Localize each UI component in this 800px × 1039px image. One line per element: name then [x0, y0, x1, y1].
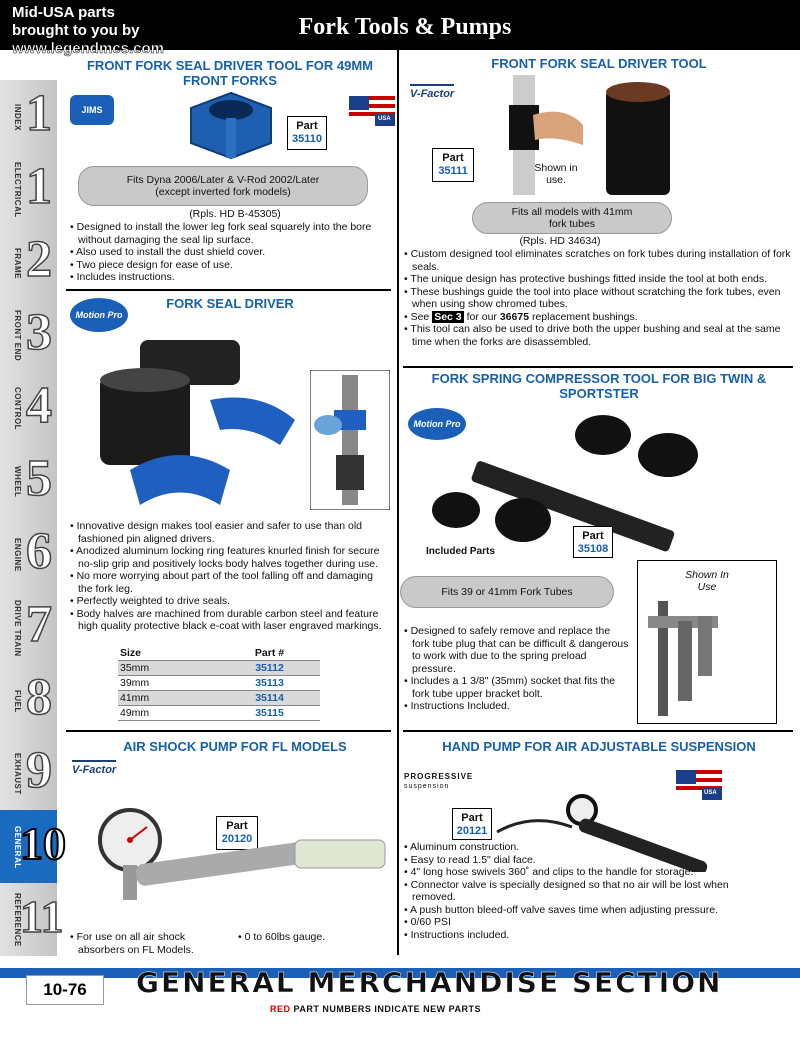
row-size: 39mm — [118, 676, 219, 691]
tab-label: INDEX — [13, 103, 22, 131]
see-mid: for our — [463, 310, 500, 323]
included-parts-label: Included Parts — [426, 546, 495, 557]
bullet: • Perfectly weighted to drive seals. — [70, 595, 231, 607]
row-size: 49mm — [118, 706, 219, 721]
watermark-line-2: brought to you by — [12, 22, 140, 39]
part-box-35108 — [573, 526, 613, 558]
tab-number: 2 — [26, 231, 52, 288]
bullet: • Aluminum construction. — [404, 841, 520, 853]
sidebar-tab-wheel[interactable] — [0, 445, 57, 519]
fitment-text: Fits 39 or 41mm Fork Tubes — [441, 586, 573, 598]
bullet: • Designed to safely remove and replace the fork tube plug that can be difficult & dangerous to work with due to the spring preload pressure. — [404, 625, 629, 675]
tab-label: CONTROL — [13, 387, 22, 431]
part-label: Part — [296, 120, 318, 132]
bullet — [404, 311, 794, 324]
bullet: • Custom designed tool eliminates scratches on fork tubes during installation of fork seals. — [404, 248, 791, 273]
footer — [0, 960, 800, 1039]
bullet-list — [70, 520, 390, 633]
part-label: Part — [582, 530, 604, 542]
sidebar-tab-index[interactable] — [0, 80, 57, 154]
table-row — [118, 706, 320, 721]
table-header — [118, 646, 320, 661]
section-link[interactable]: Sec 3 — [434, 310, 462, 323]
header-size: Size — [118, 646, 219, 661]
in-use-photo — [310, 370, 390, 510]
bullet: • Designed to install the lower leg fork seal squarely into the bore without damaging the seal lip surface. — [70, 221, 372, 246]
row-part[interactable]: 35114 — [219, 691, 320, 706]
motion-pro-logo: Motion Pro — [408, 408, 466, 440]
see-suffix: replacement bushings. — [529, 310, 638, 323]
tab-label: ENGINE — [13, 538, 22, 572]
tab-label: FUEL — [13, 689, 22, 713]
seal-driver-tool-image — [600, 80, 676, 200]
section-title-fork-seal-driver: FORK SEAL DRIVER — [166, 296, 294, 311]
bullet: • Instructions Included. — [404, 700, 510, 712]
tab-number: 1 — [26, 158, 52, 215]
tab-number: 4 — [26, 377, 52, 434]
progressive-sub: suspension — [404, 783, 450, 790]
section-title-spring-compressor: FORK SPRING COMPRESSOR TOOL FOR BIG TWIN & SPORTSTER — [431, 371, 767, 401]
row-part[interactable]: 35115 — [219, 706, 320, 721]
bullet: • Innovative design makes tool easier and safer to use than old fashioned pin aligned drivers. — [70, 520, 363, 545]
usa-label: USA — [378, 116, 391, 122]
replaces-text: (Rpls. HD 34634) — [519, 235, 601, 247]
column-divider — [397, 50, 399, 955]
part-label: Part — [226, 820, 248, 832]
tab-number: 10 — [20, 818, 66, 869]
bullet-list — [70, 221, 390, 284]
bullet: • Easy to read 1.5" dial face. — [404, 853, 536, 866]
tab-label: WHEEL — [13, 466, 22, 498]
spring-compressor-image — [418, 410, 718, 555]
shown-in-use-caption: Shown In Use — [685, 569, 729, 593]
compressor-in-use-image — [638, 591, 776, 721]
part-label: Part — [442, 152, 464, 164]
bullet: • For use on all air shock absorbers on FL Models. — [70, 931, 194, 956]
bullet: • 0 to 60lbs gauge. — [238, 931, 326, 943]
page-title: Fork Tools & Pumps — [298, 14, 512, 40]
bullet: • These bushings guide the tool into place without scratching the fork tubes, even when using show chromed tubes. — [404, 285, 781, 310]
bullet: • A push button bleed-off valve saves time when adjusting pressure. — [404, 903, 719, 916]
tab-label: ELECTRICAL — [13, 162, 22, 218]
watermark-url[interactable]: www.legendmcs.com — [12, 40, 164, 57]
part-box-35110 — [287, 116, 327, 150]
tab-label: EXHAUST — [13, 753, 22, 795]
sidebar-tab-general[interactable] — [0, 810, 66, 884]
table-row — [118, 676, 320, 691]
section-divider — [66, 289, 391, 291]
part-number[interactable]: 35111 — [438, 165, 468, 177]
tab-number: 6 — [26, 523, 52, 580]
section-sidebar — [0, 80, 66, 960]
fitment-text: Fits all models with 41mm fork tubes — [511, 206, 633, 230]
bullet: • Connector valve is specially designed so that no air will be lost when removed. — [404, 878, 729, 903]
sidebar-tab-fuel[interactable] — [0, 664, 57, 738]
tab-number: 9 — [26, 742, 52, 799]
sidebar-tab-front-end[interactable] — [0, 299, 57, 373]
replaces-text: (Rpls. HD B-45305) — [189, 208, 281, 220]
new-parts-note — [270, 1004, 481, 1014]
sidebar-tab-exhaust[interactable] — [0, 737, 57, 811]
bushing-part-number[interactable]: 36675 — [499, 310, 530, 323]
sidebar-tab-frame[interactable] — [0, 226, 57, 300]
tab-label: FRONT END — [13, 310, 22, 362]
page-number: 10-76 — [26, 975, 104, 1005]
bullet-list — [70, 931, 220, 956]
progressive-brand: PROGRESSIVE — [404, 772, 474, 781]
seal-driver-image — [186, 88, 276, 160]
usa-label: USA — [704, 790, 717, 796]
tab-number: 8 — [26, 669, 52, 726]
v-factor-logo: V-Factor — [72, 760, 116, 776]
bullet: • Anodized aluminum locking ring features knurled finish for secure no-slip grip and positively locks body halves together during use. — [70, 545, 380, 570]
section-title-seal-driver-tool: FRONT FORK SEAL DRIVER TOOL — [491, 56, 707, 71]
section-title-air-shock-pump: AIR SHOCK PUMP FOR FL MODELS — [123, 739, 347, 754]
tab-number: 1 — [26, 85, 52, 142]
tab-label: REFERENCE — [13, 893, 22, 947]
part-number[interactable]: 20121 — [456, 825, 488, 837]
tab-label: FRAME — [13, 247, 22, 279]
tab-number: 11 — [20, 891, 64, 942]
bullet: • Includes a 1 3/8" (35mm) socket that fits the fork tube upper bracket bolt. — [404, 675, 616, 700]
sidebar-tab-electrical[interactable] — [0, 153, 57, 227]
header-part: Part # — [219, 646, 320, 661]
in-use-photo — [637, 560, 777, 724]
bullet: • Includes instructions. — [70, 271, 175, 283]
note-text: PART NUMBERS INDICATE NEW PARTS — [290, 1004, 482, 1014]
tab-number: 7 — [26, 596, 52, 653]
red-word: RED — [270, 1004, 291, 1014]
bullet: • 4" long hose swivels 360˚ and clips to the handle for storage. — [404, 866, 694, 878]
shown-in-use-caption: Shown in use. — [534, 162, 578, 186]
progressive-logo — [404, 772, 473, 790]
fork-seal-driver-image — [70, 330, 300, 515]
row-part[interactable]: 35112 — [219, 661, 320, 676]
tab-number: 3 — [26, 304, 52, 361]
section-divider — [403, 366, 793, 368]
bullet-list — [404, 625, 629, 713]
bullet: • The unique design has protective bushings fitted inside the tool at both ends. — [404, 273, 768, 285]
fitment-wrench — [400, 576, 614, 608]
section-title-hand-pump: HAND PUMP FOR AIR ADJUSTABLE SUSPENSION — [442, 739, 756, 754]
part-box-20121 — [452, 808, 492, 840]
part-label: Part — [461, 812, 483, 824]
bullet-list — [404, 841, 729, 941]
row-size: 41mm — [118, 691, 219, 706]
bullet: • Two piece design for ease of use. — [70, 258, 233, 271]
sidebar-tab-control[interactable] — [0, 372, 57, 446]
tab-number: 5 — [26, 450, 52, 507]
part-box-35111 — [432, 148, 474, 182]
section-divider — [403, 730, 793, 732]
section-title-49mm-seal-driver: FRONT FORK SEAL DRIVER TOOL FOR 49MM FRONT FORKS — [86, 58, 374, 88]
watermark-line-1: Mid-USA parts — [12, 4, 115, 21]
bullet: • No more worrying about part of the tool falling off and damaging the fork leg. — [70, 570, 373, 595]
row-part[interactable]: 35113 — [219, 676, 320, 691]
part-number[interactable]: 20120 — [221, 833, 253, 845]
air-shock-pump-image — [95, 805, 390, 915]
part-number[interactable]: 35108 — [577, 543, 609, 555]
bullet-list — [404, 248, 794, 348]
size-table — [118, 646, 320, 721]
motion-pro-logo: Motion Pro — [70, 298, 128, 332]
bullet: • 0/60 PSI — [404, 916, 451, 928]
fitment-text: Fits Dyna 2006/Later & V-Rod 2002/Later (except inverted fork models) — [126, 174, 320, 198]
part-number[interactable]: 35110 — [292, 133, 322, 145]
bullet-list — [238, 931, 358, 944]
bullet: • Body halves are machined from durable carbon steel and feature high quality protective black e-coat with laser engraved markings. — [70, 607, 382, 632]
section-divider — [66, 730, 391, 732]
row-size: 35mm — [118, 661, 219, 676]
bullet: • This tool can also be used to drive both the upper bushing and seal at the same time when the forks are disassembled. — [404, 323, 781, 348]
v-factor-logo: V-Factor — [410, 84, 454, 100]
section-banner: GENERAL MERCHANDISE SECTION — [136, 966, 723, 999]
sidebar-tab-reference[interactable] — [0, 883, 64, 957]
sidebar-tab-drive-train[interactable] — [0, 591, 57, 665]
see-prefix: • See — [404, 310, 433, 323]
tab-label: GENERAL — [13, 825, 22, 869]
bullet: • Also used to install the dust shield cover. — [70, 246, 266, 258]
fitment-wrench — [78, 166, 368, 206]
table-row — [118, 661, 320, 676]
bullet: • Instructions included. — [404, 928, 510, 941]
jims-logo: JIMS — [70, 95, 114, 125]
tab-label: DRIVE TRAIN — [13, 599, 22, 657]
fitment-wrench — [472, 202, 672, 234]
table-row — [118, 691, 320, 706]
sidebar-tab-engine[interactable] — [0, 518, 57, 592]
